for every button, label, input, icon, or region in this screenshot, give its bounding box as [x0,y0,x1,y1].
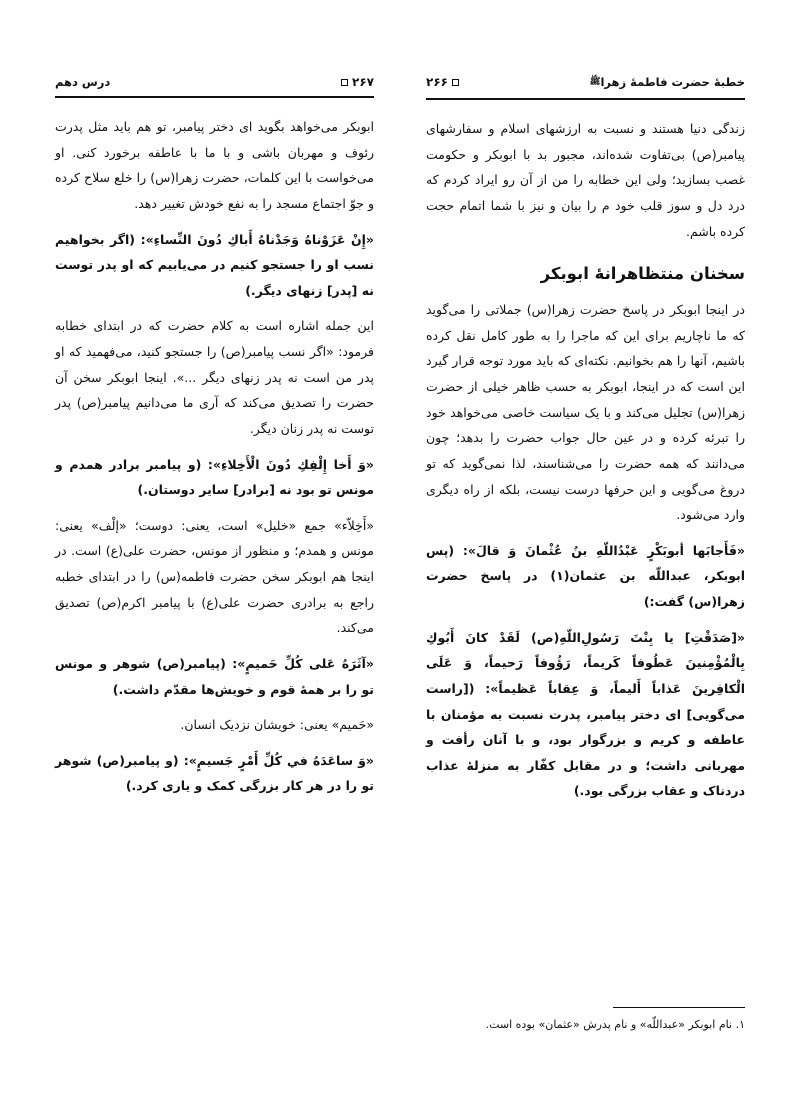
paragraph: در اینجا ابوبکر در پاسخ حضرت زهرا(س) جملاتی را می‌گوید که ما ناچاریم برای این که ماجرا را به طور کامل نقل کرده باشیم، آنها را هم بخوانیم. نکته‌ای که باید مورد توجه قرار گیرد این است که در اینجا، ابوبکر به حسب ظاهر خیلی از حضرت زهرا(س) تجلیل می‌کند و با یک سیاست خاصی می‌خواهد خود را تبرئه کرده و در عین حال جواب حضرت را بدهد؛ چون می‌دانند که همه حضرت را می‌شناسند، لذا نمی‌گوید که تو دروغ می‌گویی و این حرفها درست نیست، بلکه از راه دیگری وارد می‌شود. [426,302,745,523]
honorific-icon: ﷺ [589,77,601,87]
footnote-text: ۱. نام ابوبکر «عبداللّه» و نام پدرش «عثمان» بوده است. [485,1018,745,1032]
running-head-266 [426,75,745,98]
paragraph-arabic: «آثَرَهُ عَلى‌ كُلِّ حَميمٍ»: (پیامبر(ص) شوهر و مونس تو را بر همهٔ قوم و خویش‌ها مقدّم داشت.) [55,655,374,697]
running-head-267 [55,75,374,96]
paragraph-arabic: «[صَدَقْتِ] يا بِنْتَ رَسُولِ‌اللّهِ(ص) لَقَدْ كانَ أَبُوكِ بِالْمُؤْمِنينَ عَطُوفاً كَريماً، رَؤُوفاً رَحيماً، وَ عَلَى الْكافِرينَ عَذاباً أَليماً، وَ عِقاباً عَظيماً»: ([راست می‌گویی] ای دختر پیامبر، پدرت نسبت به مؤمنان با عاطفه و کریم و بزرگوار بود، و با آنان رأفت و مهربانی داشت؛ و در مقابل کفّار به منزلهٔ عذاب دردناک و عقاب بزرگی بود.) [426,629,745,799]
page-266 [400,75,745,1035]
paragraph: ابوبکر می‌خواهد بگوید ای دختر پیامبر، تو هم باید مثل پدرت رئوف و مهربان باشی و با ما با عاطفه برخورد کنی. او می‌خواست با این کلمات، حضرت زهرا(س) را خلع سلاح کرده و جوّ اجتماع مسجد را به نفع خودش تغییر دهد. [55,119,374,211]
folio-267: ۲۶۷ [337,75,374,89]
header-rule-266 [426,98,745,100]
paragraph: زندگی دنیا هستند و نسبت به ارزشهای اسلام و سفارشهای پیامبر(ص) بی‌تفاوت شده‌اند، مجبور بد با ابوبکر و حکومت غصب بسازید؛ ولی این خطابه را من از آن رو ایراد کردم که درد دل و سوز قلب خود م را بیان و نیز با شما اتمام حجت کرده باشم. [426,121,745,239]
running-head-title-266: خطبهٔ حضرت فاطمهٔ زهراﷺ [589,75,745,89]
square-bullet-icon [341,79,348,86]
page-sheet [55,75,745,1035]
footnote-rule [613,1007,745,1008]
paragraph: «أَخِلاّء» جمع «خلیل» است، یعنی: دوست؛ «إلْف» یعنی: مونس و همدم؛ و منظور از مونس، حضرت علی(ع) است. در اینجا هم ابوبکر سخن حضرت فاطمه(س) را در ابتدای خطبه راجع به برادری حضرت علی(ع) با پیامبر اکرم(ص) تصدیق می‌کند. [55,517,374,636]
paragraph-arabic: «وَ ساعَدَهُ في كُلِّ أَمْرٍ جَسيمٍ»: (و پیامبر(ص) شوهر تو را در هر کار بزرگی کمک و یاری کرد.) [55,752,374,794]
paragraph: این جمله اشاره است به کلام حضرت که در ابتدای خطابه فرمود: «اگر نسب پیامبر(ص) را جستجو کنید، می‌فهمید که او پدر من است نه پدر زنهای دیگر ...». اینجا ابوبکر سخن آن حضرت را تصدیق می‌کند که آری ما می‌دانیم پیامبر(ص) پدر توست نه پدر زنان دیگر. [55,318,374,436]
paragraph: «حَمیم» یعنی: خویشان نزدیک انسان. [180,717,374,733]
footnote-area-266 [452,1007,745,1035]
folio-266: ۲۶۶ [426,75,463,89]
section-heading: سخنان منتظاهرانهٔ ابوبکر [540,264,745,284]
square-bullet-icon [452,79,459,86]
paragraph-arabic: «وَ أَخا إِلْفِكِ دُونَ الْأَخِلاءِ»: (و پیامبر برادر همدم و مونس تو بود نه [برادر] سایر دوستان.) [55,456,374,498]
running-head-title-267: درس دهم [55,75,111,89]
paragraph-arabic: «إِنْ عَزَوْناهُ وَجَدْناهُ أَباكِ دُونَ النِّساءِ»: (اگر بخواهیم نسب او را جستجو کنیم در می‌یابیم که او پدر توست نه [پدر] زنهای دیگر.) [55,231,374,298]
paragraph-arabic: «فَأَجابَها أبوبَكْرٍ عَبْدُاللّهِ بنُ عُثْمانَ وَ قالَ»: (پس ابوبکر، عبداللّه بن عثمان(۱) در پاسخ حضرت زهرا(س) گفت:) [426,542,746,609]
header-rule-267 [55,96,374,98]
two-page-spread [55,75,745,1035]
page-267 [55,75,400,1035]
